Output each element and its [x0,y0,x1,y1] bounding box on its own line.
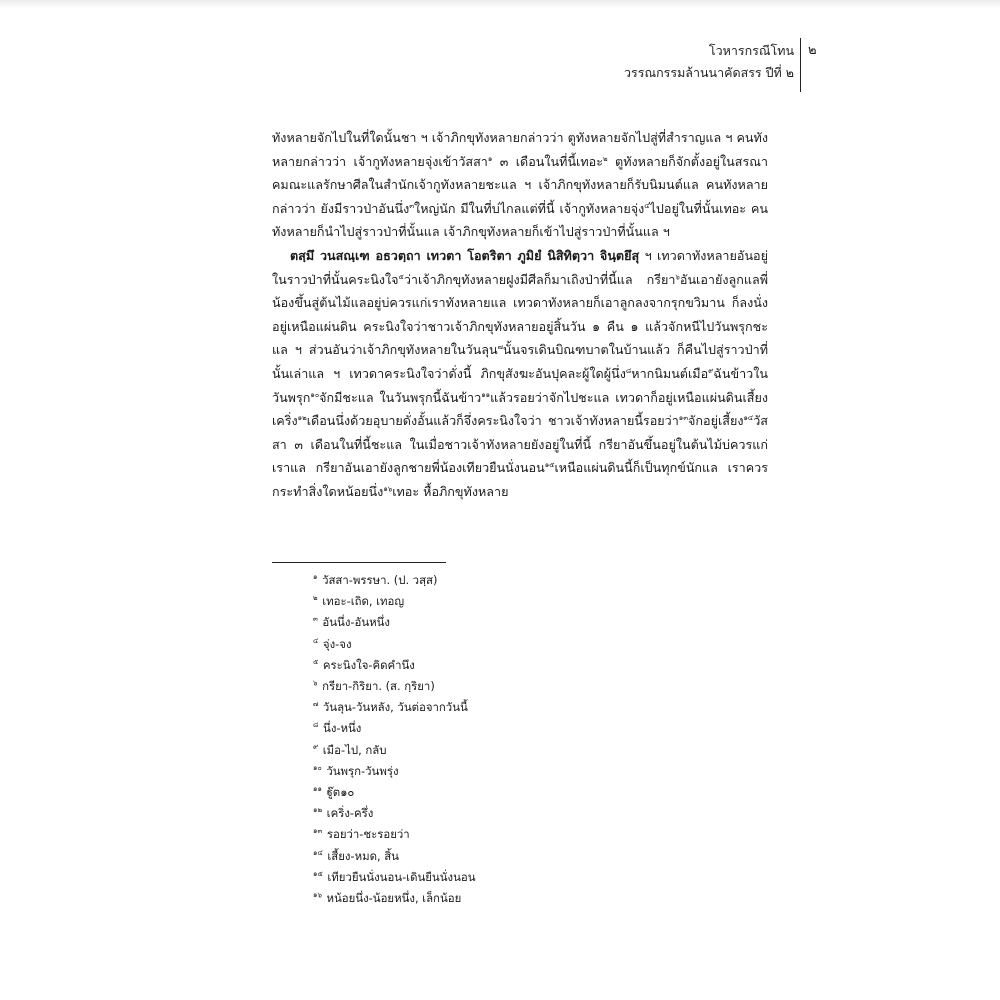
footnote-text: วันลุน-วันหลัง, วันต่อจากวันนี้ [319,700,468,715]
footnote-number: ๕ [313,657,319,666]
body-text [272,126,768,504]
footnote-text: เสี้ยง-หมด, สิ้น [323,848,399,863]
footnote-item [313,867,713,888]
footnote-item [313,697,713,718]
text-run: หากนิมนต์เมือ [631,365,709,381]
footnote-number: ๑๕ [313,869,323,878]
text-run: จักมีชะแล ในวันพรุกนี้ฉันข้าว [319,389,482,405]
footnote-number: ๑๒ [313,806,323,815]
footnote-item [313,634,713,655]
footnote-item [313,676,713,697]
text-run: ใหญ่นัก มีในที่บ่ไกลแต่ที่นี้ เจ้ากูทังหลายจุ่ง [414,200,645,216]
footnote-number: ๘ [313,721,319,730]
footnote-number: ๑๑ [313,785,322,794]
footnote-item [313,824,713,845]
footnote-marker: ๕ [398,272,404,281]
footnote-text: วันพรุก-วันพรุ่ง [322,763,399,778]
footnote-separator [272,562,446,563]
footnote-list [313,570,713,909]
text-run: แล้วรอยว่าจักไปชะแล เทวดาก็อยู่เหนือแผ่นดินเสี้ยงเคริ่ง [272,389,768,429]
footnote-item [313,718,713,739]
footnote-text: นึ่ง-หนึ่ง [319,721,362,736]
header-title: โวหารกรณีโทน [708,43,794,58]
footnote-number: ๙ [313,742,319,751]
footnote-item [313,740,713,761]
pali-verse: ตสฺมึ วนสณฺเฑ อธวตฺถา เทวตา โอตริตา ภูมิยํ นิสิทิตฺวา จินฺตยึสุ [290,247,640,263]
header-subtitle: วรรณกรรมล้านนาคัดสรร ปีที่ ๒ [624,65,794,80]
footnote-text: คระนิงใจ-คิดคำนึง [319,657,415,672]
footnote-marker: ๔ [644,201,650,210]
footnote-number: ๑๖ [313,891,322,900]
footnote-marker: ๑๑ [481,390,491,399]
footnote-item [313,612,713,633]
text-run: ทังหลายจักไปในที่ใดนั้นชา ฯ เจ้าภิกขุทังหลายกล่าวว่า ตูทังหลายจักไปสู่ที่สำราญแล ฯ คนทังหลายกล่าวว่า เจ้ากูทังหลายจุ่งเข้าวัสสา [272,130,768,169]
footnote-item [313,570,713,591]
footnote-marker: ๖ [675,272,680,281]
footnote-item [313,803,713,824]
footnote-text: เทียวยืนนั่งนอน-เดินยืนนั่งนอน [323,869,476,884]
text-run: ๓ เดือนในที่นี้เทอะ [492,153,603,169]
footnote-number: ๖ [313,679,318,688]
footnote-number: ๔ [313,636,319,645]
footnote-text: เคริ่ง-ครึ่ง [323,806,374,821]
footnote-marker: ๑๔ [743,414,754,423]
footnote-marker: ๓ [409,201,415,210]
footnote-text: หน้อยนึ่ง-น้อยหนึ่ง, เล็กน้อย [322,891,462,906]
paragraph [272,244,768,504]
footnote-marker: ๑๐ [310,390,320,399]
text-run: นั้นจรเดินบิณฑบาตในบ้านแล้ว ก็คืนไปสู่ราวป่าที่นั้นเล่าแล ฯ เทวดาคระนิงใจว่าดั่งนี้ ภิกขุสังฆะอันปุคละผู้ใดผู้นึ่ง [272,342,768,381]
text-run: อันเอายังลูกแลพี่น้องขึ้นสู่ต้นไม้แลอยู่บ่ควรแก่เราทังหลายแล เทวดาทังหลายก็เอาลูกลงจากรุกขวิมาน ก็ลงนั่งอยู่เหนือแผ่นดิน คระนิงใจว่าชาวเจ้าภิกขุทังหลายอยู่สิ้นวัน ๑ คืน ๑ แล้วจักหนีไปวันพรุกชะแล ฯ ส่วนอันว่าเจ้าภิกขุทังหลายในวันลุน [272,271,768,358]
text-run: วัสสา ๓ เดือนในที่นี้ชะแล ในเมื่อชาวเจ้าทังหลายยังอยู่ในที่นี้ กรียาอันขึ้นอยู่ในต้นไม้บ่ควรแก่เราแล กรียาอันเอายังลูกชายพี่น้องเทียวยืนนั่งนอน [272,413,768,476]
text-run: จักอยู่เสี้ยง [688,413,744,429]
footnote-marker: ๙ [708,366,714,375]
footnote-text: อันนึ่ง-อันหนึ่ง [318,615,390,630]
footnote-number: ๑ [313,573,318,581]
text-run: ไปอยู่ในที่นั้นเทอะ คนทังหลายก็นำไปสู่ราวป่าที่นั้นแล เจ้าภิกขุทังหลายก็เข้าไปสู่ราวป่าที่นั้นแล ฯ [272,200,768,240]
text-run: ฯ เทวดาทังหลายอันอยู่ในราวป่าที่นั้นคระนิงใจ [272,247,768,287]
footnote-number: ๑๓ [313,827,323,836]
footnote-text: จุ่ง-จง [319,636,352,651]
footnote-text: วัสสา-พรรษา. (ป. วสฺส) [318,573,438,587]
footnote-marker: ๘ [625,366,632,375]
footnote-number: ๗ [313,700,319,709]
page-top-shadow [0,0,1000,8]
footnote-item [313,761,713,782]
footnote-number: ๓ [313,615,318,624]
footnote-text: เทอะ-เถิด, เทอญ [318,594,405,609]
footnote-item [313,782,713,803]
footnote-marker: ๑๕ [544,461,555,470]
footnote-number: ๒ [313,594,318,603]
header-divider [800,38,801,92]
footnote-number: ๑๔ [313,848,323,857]
text-run: ฉันข้าวในวันพรุก [272,365,768,405]
footnote-marker: ๑๖ [383,484,393,493]
footnote-text: ฐู๊ต๑๐ [322,785,355,800]
footnote-text: เมือ-ไป, กลับ [319,742,387,757]
paragraph [272,126,768,244]
page-number: ๒ [808,43,817,58]
text-run: เทอะ หื้อภิกขุทังหลาย [392,483,509,499]
running-header [624,40,794,84]
text-run: ตูทังหลายก็จักตั้งอยู่ในสรณาคมณะแลรักษาศีลในสำนักเจ้ากูทังหลายชะแล ฯ เจ้าภิกขุทังหลายก็รับนิมนต์แล คนทังหลายกล่าวว่า ยังมีราวป่าอันนึ่ง [272,153,769,216]
footnote-item [313,591,713,612]
footnote-marker: ๑ [487,154,493,163]
footnote-item [313,655,713,676]
footnote-marker: ๑๓ [678,414,689,423]
footnote-item [313,888,713,909]
text-run: เดือนนึ่งด้วยอุบายดั่งอั้นแล้วก็จึ่งคระนิงใจว่า ชาวเจ้าทังหลายนี้รอยว่า [306,413,679,429]
footnote-item [313,846,713,867]
text-run: เหนือแผ่นดินนี้ก็เป็นทุกข์นักแล เราควรกระทำสิ่งใดหน้อยนึ่ง [272,460,768,499]
footnote-marker: ๗ [497,343,503,352]
footnote-text: รอยว่า-ชะรอยว่า [323,827,410,842]
footnote-text: กรียา-กิริยา. (ส. กฺริยา) [318,679,435,694]
footnote-number: ๑๐ [313,763,322,772]
footnote-marker: ๒ [603,154,608,163]
text-run: ว่าเจ้าภิกขุทังหลายฝูงมีศีลก็มาเถิงป่าที่นี้แล กรียา [403,271,676,287]
footnote-marker: ๑๒ [297,414,307,423]
